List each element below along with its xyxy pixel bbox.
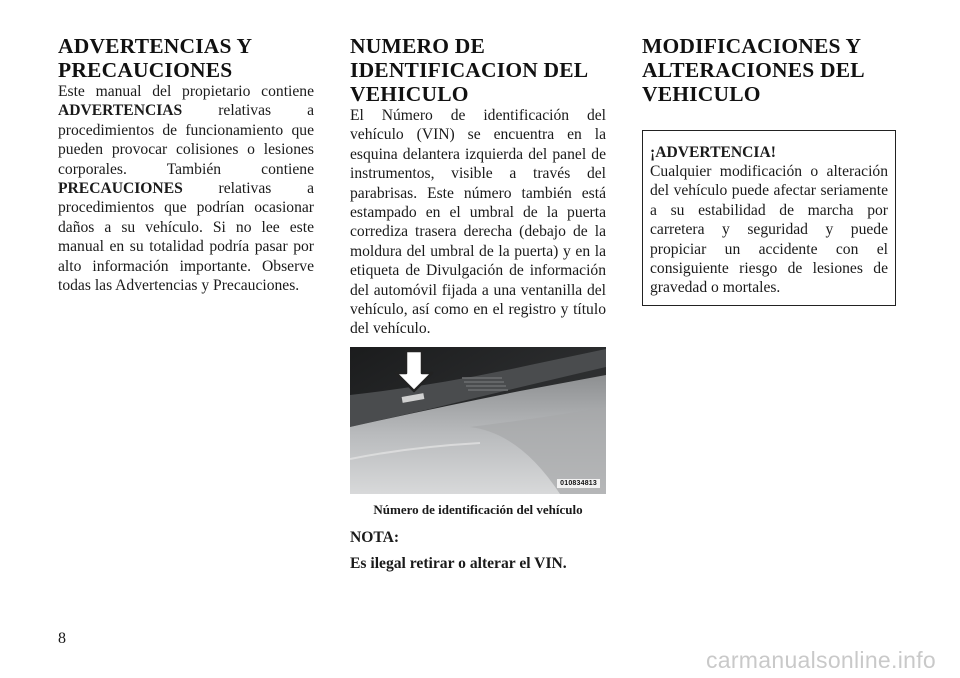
watermark: carmanualsonline.info	[705, 647, 936, 673]
note-label: NOTA:	[350, 528, 400, 546]
warnings-paragraph: Este manual del propietario contiene ADVERTENCIAS relativas a procedimientos de funcionamiento que pueden provocar colisiones o lesiones corporales. También contiene PRECAUCIONES relativas a procedimientos que podrían ocasionar daños a su vehículo. Si no lee este manual en su totalidad podría pasar por alto información importante. Observe todas las Advertencias y Precauciones.	[58, 83, 314, 295]
warning-box	[642, 130, 896, 306]
column-modifications	[642, 34, 896, 306]
windshield-vin-illustration	[350, 347, 606, 494]
warning-text: Cualquier modificación o alteración del vehículo puede afectar seriamente a su estabilidad de marcha por carretera y seguridad y puede propiciar un accidente con el consiguiente riesgo de lesiones de gravedad o mortales.	[650, 163, 888, 297]
image-code-label: 010834813	[557, 479, 600, 488]
page-number: 8	[58, 630, 66, 647]
section-heading-warnings: ADVERTENCIAS Y PRECAUCIONES	[58, 34, 253, 82]
warning-title: ¡ADVERTENCIA!	[650, 144, 776, 161]
column-warnings	[58, 34, 314, 295]
photo-caption: Número de identificación del vehículo	[373, 501, 583, 517]
vin-location-photo	[350, 347, 606, 494]
column-vin	[350, 34, 606, 574]
section-heading-vin: NUMERO DE IDENTIFICACION DEL VEHICULO	[350, 34, 589, 106]
note-text: Es ilegal retirar o alterar el VIN.	[350, 554, 567, 572]
section-heading-modifications: MODIFICACIONES Y ALTERACIONES DEL VEHICULO	[642, 34, 865, 106]
vin-paragraph: El Número de identificación del vehículo (VIN) se encuentra en la esquina delantera izquierda del panel de instrumentos, visible a través del parabrisas. Este número también está estampado en el umbral de la puerta corrediza trasera derecha (debajo de la moldura del umbral de la puerta) y en la etiqueta de Divulgación de información del automóvil fijada a una ventanilla del vehículo, así como en el registro y título del vehículo.	[350, 107, 606, 338]
